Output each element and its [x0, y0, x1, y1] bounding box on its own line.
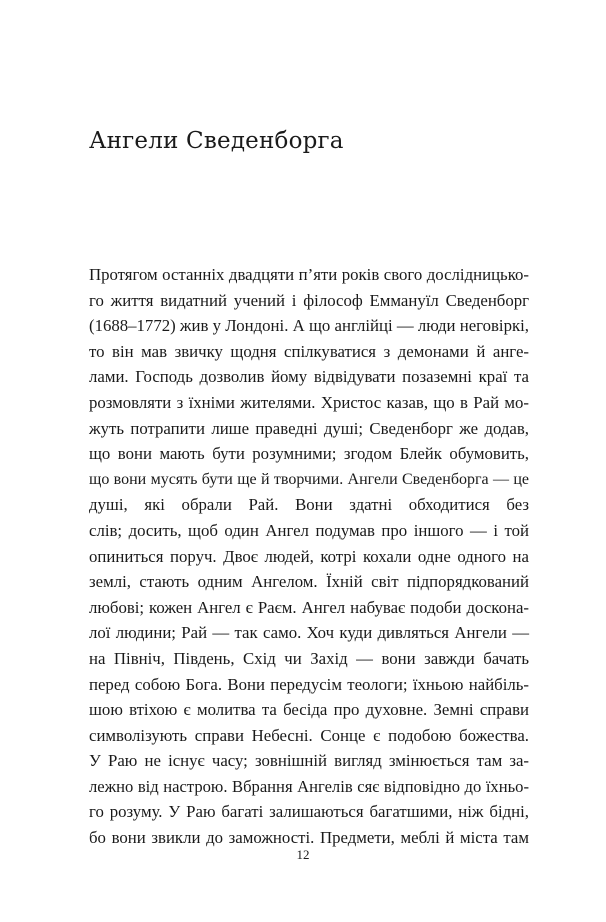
text-line: шою втіхою є молитва та бесіда про духовне. Земні справи [89, 700, 529, 720]
text-line: лежно від настрою. Вбрання Ангелів сяє відповідно до їхньо- [89, 776, 529, 796]
text-line: го розуму. У Раю багаті залишаються багатшими, ніж бідні, [89, 802, 529, 822]
text-line: перед собою Бога. Вони передусім теологи; їхньою найбіль- [89, 674, 529, 694]
text-line: жуть потрапити лише праведні душі; Сведенборг же додав, [89, 418, 529, 438]
text-line: що вони мають бути розумними; згодом Блейк обумовить, [89, 444, 529, 464]
text-line: У Раю не існує часу; зовнішній вигляд змінюється там за- [89, 751, 529, 771]
body-text [89, 262, 529, 851]
chapter-title: Ангели Сведенборга [89, 128, 344, 154]
text-line: любові; кожен Ангел є Раєм. Ангел набуває подоби доскона- [89, 597, 529, 617]
text-line: опиниться поруч. Двоє людей, котрі кохали одне одного на [89, 546, 529, 566]
text-line: розмовляти з їхніми жителями. Христос казав, що в Рай мо- [89, 392, 529, 412]
text-line: слів; досить, щоб один Ангел подумав про іншого — і той [89, 520, 529, 540]
text-line: лами. Господь дозволив йому відвідувати позаземні краї та [89, 367, 529, 387]
text-line: що вони мусять бути ще й творчими. Ангели Сведенборга — це [89, 470, 529, 488]
text-line: душі, які обрали Рай. Вони здатні обходитися без [89, 495, 529, 515]
text-line: (1688–1772) жив у Лондоні. А що англійці — люди неговіркі, [89, 316, 529, 336]
text-line: землі, стають одним Ангелом. Їхній світ підпорядкований [89, 572, 529, 592]
text-line: бо вони звикли до заможності. Предмети, меблі й міста там [89, 828, 529, 848]
text-line: то він мав звичку щодня спілкуватися з демонами й анге- [89, 341, 529, 361]
text-line: Протягом останніх двадцяти п’яти років свого дослідницько- [89, 265, 529, 284]
text-line: символізують справи Небесні. Сонце є подобою божества. [89, 725, 529, 745]
page-number: 12 [296, 847, 310, 862]
text-line: го життя видатний учений і філософ Еммануїл Сведенборг [89, 290, 529, 310]
text-line: на Північ, Південь, Схід чи Захід — вони завжди бачать [89, 648, 529, 668]
text-line: лої людини; Рай — так само. Хоч куди дивляться Ангели — [89, 623, 529, 643]
